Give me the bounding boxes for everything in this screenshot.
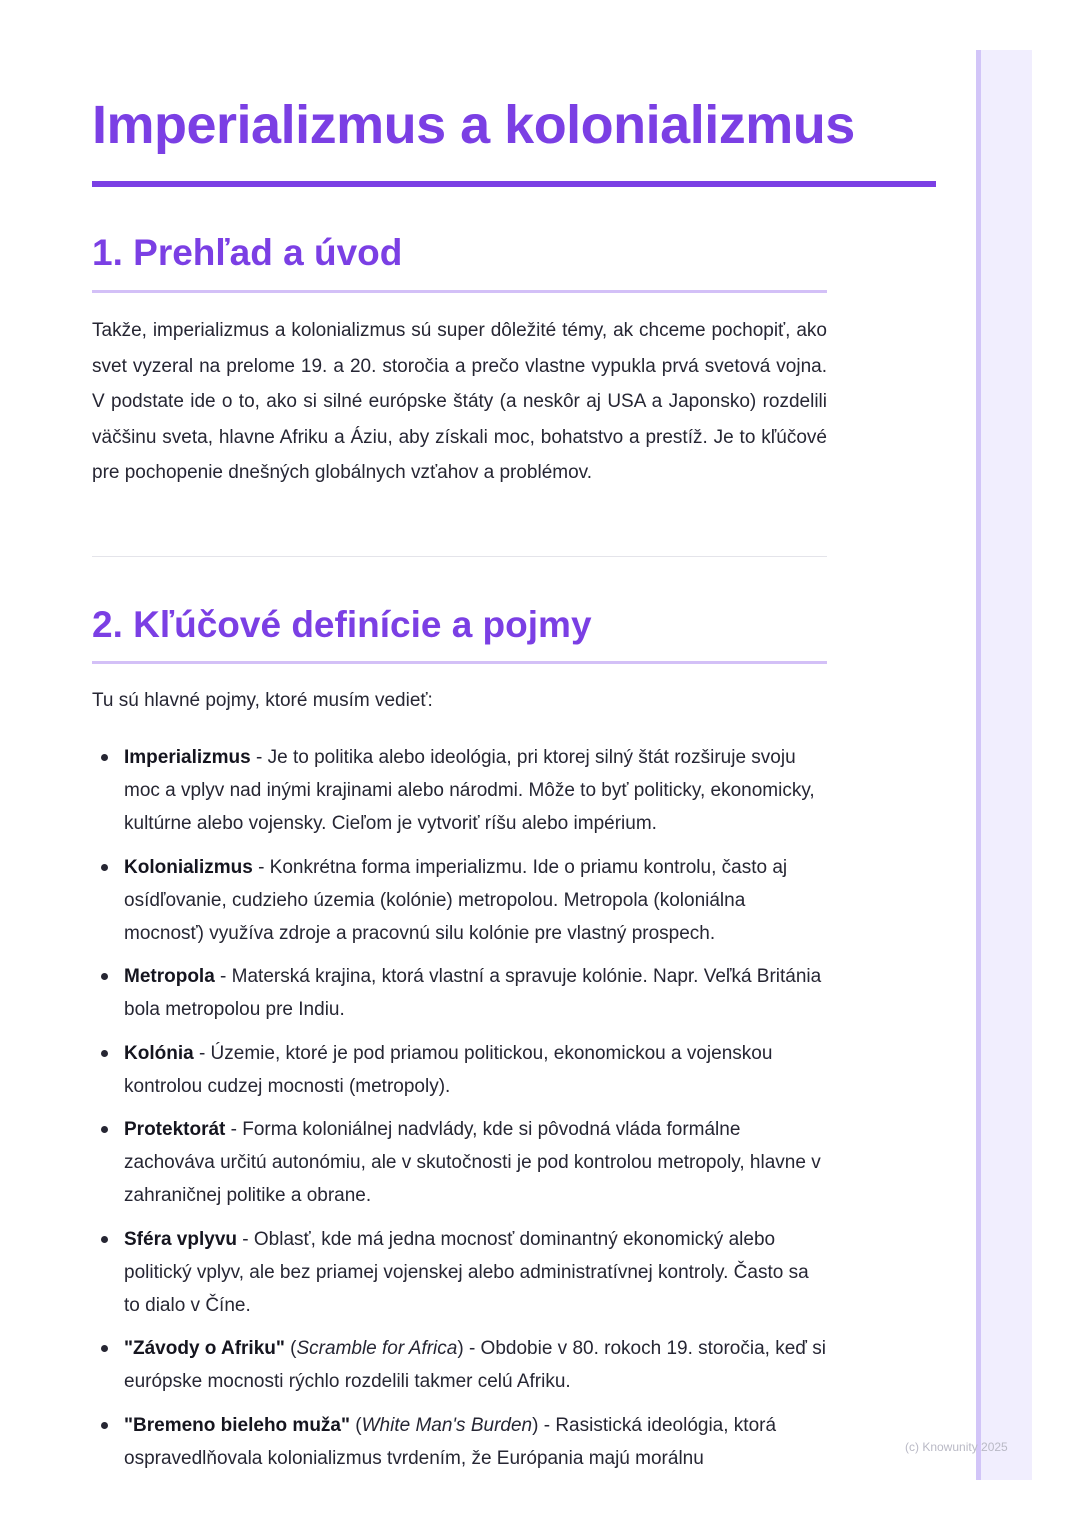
- term-name: "Bremeno bieleho muža": [124, 1414, 351, 1436]
- term-name: "Závody o Afriku": [124, 1338, 285, 1359]
- term-name: Kolonializmus: [124, 856, 253, 878]
- term-english-name: White Man's Burden: [361, 1414, 533, 1436]
- right-sidebar-panel: [976, 50, 1032, 1480]
- term-definition: - Konkrétna forma imperializmu. Ide o priamu kontrolu, často aj osídľovanie, cudzieho územia (kolónie) metropolou. Metropola (koloniálna mocnosť) využíva zdroje a pracovnú silu kolónie pre vlastný prospech.: [124, 856, 788, 944]
- term-definition: - Je to politika alebo ideológia, pri ktorej silný štát rozširuje svoju moc a vplyv nad inými krajinami alebo národmi. Môže to byť politicky, ekonomicky, kultúrne alebo vojensky. Cieľom je vytvoriť ríšu alebo impérium.: [124, 747, 815, 834]
- list-item: [92, 1409, 827, 1475]
- list-item: [92, 960, 827, 1026]
- term-definition: - Forma koloniálnej nadvlády, kde si pôvodná vláda formálne zachováva určitú autonómiu, ale v skutočnosti je pod kontrolou metropoly, hlavne v zahraničnej politike a obrane.: [124, 1119, 821, 1206]
- bullet-icon: [101, 1236, 108, 1243]
- bullet-icon: [101, 1345, 108, 1352]
- overview-paragraph: Takže, imperializmus a kolonializmus sú super dôležité témy, ak chceme pochopiť, ako svet vyzeral na prelome 19. a 20. storočia a prečo vlastne vypukla prvá svetová vojna. V podstate ide o to, ako si silné európske štáty (a neskôr aj USA a Japonsko) rozdelili väčšinu sveta, hlavne Afriku a Áziu, aby získali moc, bohatstvo a prestíž. Je to kľúčové pre pochopenie dnešných globálnych vzťahov a problémov.: [92, 320, 827, 483]
- section-heading-rule: [92, 290, 827, 293]
- section-heading-rule: [92, 661, 827, 664]
- list-item: [92, 1332, 827, 1398]
- term-paren-open: (: [284, 1338, 297, 1359]
- definitions-intro: Tu sú hlavné pojmy, ktoré musím vedieť:: [92, 690, 433, 711]
- bullet-icon: [101, 1050, 108, 1057]
- term-name: Kolónia: [124, 1042, 194, 1064]
- list-item: [92, 851, 827, 950]
- term-definition: ) - Obdobie v 80. rokoch 19. storočia, keď si európske mocnosti rýchlo rozdelili takmer celú Afriku.: [124, 1338, 826, 1392]
- term-definition: - Územie, ktoré je pod priamou politickou, ekonomickou a vojenskou kontrolou cudzej mocnosti (metropoly).: [124, 1042, 773, 1097]
- title-underline: [92, 181, 936, 187]
- term-name: Imperializmus: [124, 747, 251, 768]
- bullet-icon: [101, 754, 108, 761]
- bullet-icon: [101, 973, 108, 980]
- list-item: [92, 1113, 827, 1212]
- list-item: [92, 741, 827, 840]
- definitions-list: [92, 741, 827, 1485]
- term-paren-open: (: [350, 1414, 362, 1436]
- watermark-text: (c) Knowunity 2025: [905, 1440, 1008, 1454]
- bullet-icon: [101, 864, 108, 871]
- term-definition: ) - Rasistická ideológia, ktorá ospravedlňovala kolonializmus tvrdením, že Európania majú morálnu: [124, 1414, 777, 1469]
- term-english-name: Scramble for Africa: [296, 1338, 458, 1359]
- bullet-icon: [101, 1126, 108, 1133]
- list-item: [92, 1037, 827, 1103]
- bullet-icon: [101, 1422, 108, 1429]
- section-heading-definitions: 2. Kľúčové definície a pojmy: [92, 604, 592, 645]
- page-title: Imperializmus a kolonializmus: [92, 95, 855, 155]
- term-name: Protektorát: [124, 1119, 226, 1140]
- sidebar-accent-line: [976, 50, 981, 1480]
- term-name: Sféra vplyvu: [124, 1228, 237, 1250]
- term-definition: - Oblasť, kde má jedna mocnosť dominantný ekonomický alebo politický vplyv, ale bez priamej vojenskej alebo administratívnej kontroly. Často sa to dialo v Číne.: [124, 1228, 809, 1316]
- section-divider: [92, 556, 827, 557]
- term-definition: - Materská krajina, ktorá vlastní a spravuje kolónie. Napr. Veľká Británia bola metropolou pre Indiu.: [124, 966, 822, 1020]
- term-name: Metropola: [124, 966, 215, 987]
- section-heading-overview: 1. Prehľad a úvod: [92, 232, 403, 273]
- list-item: [92, 1223, 827, 1322]
